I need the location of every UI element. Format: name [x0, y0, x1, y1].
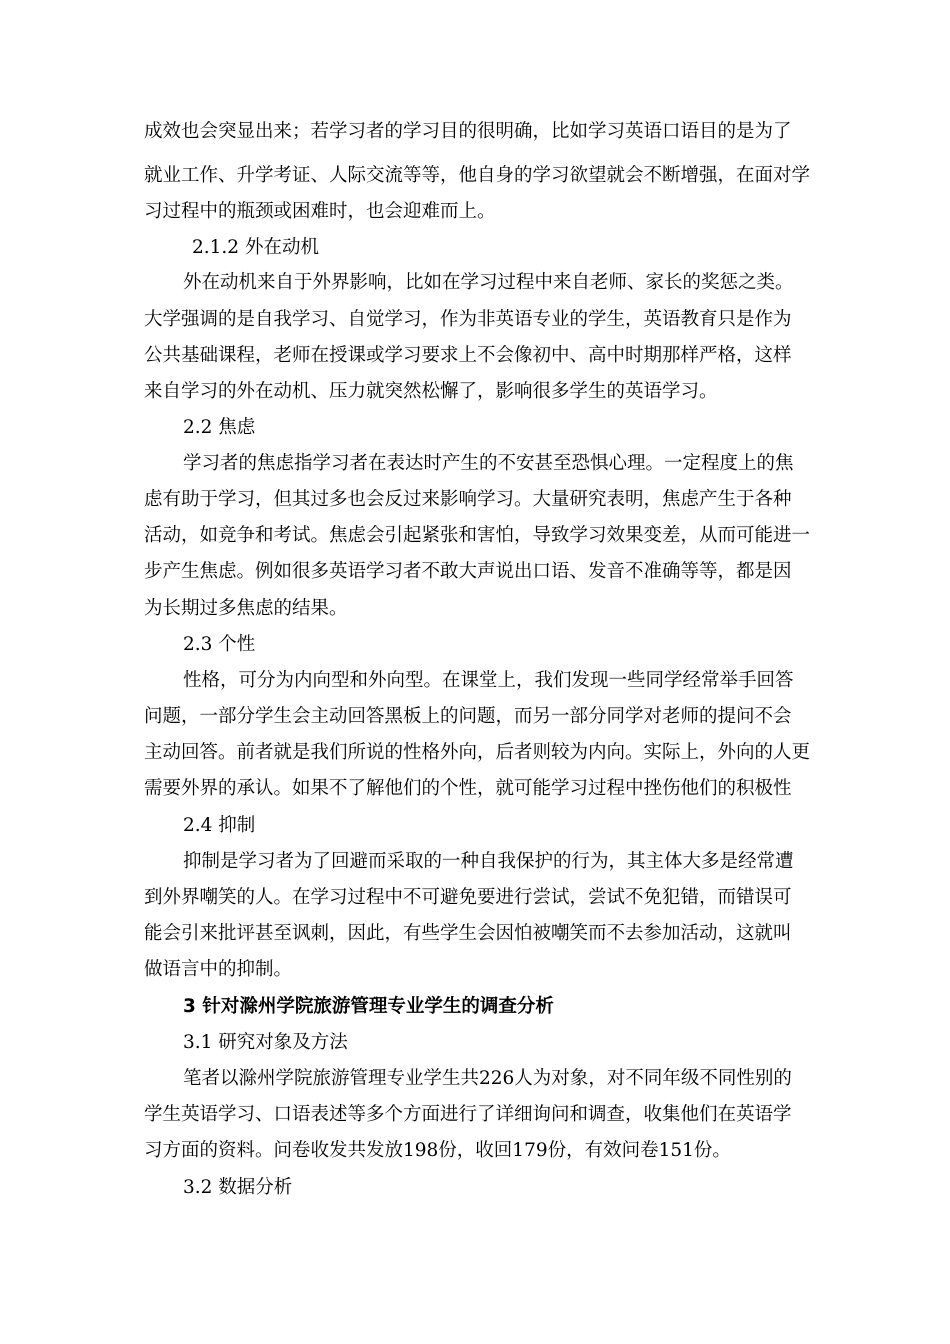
paragraph-line: 习方面的资料。问卷收发共发放198份，收回179份，有效问卷151份。: [144, 1140, 731, 1161]
section-heading-3-1: 3.1 研究对象及方法: [183, 1032, 348, 1053]
paragraph-line: 为长期过多焦虑的结果。: [144, 598, 348, 619]
paragraph-line: 步产生焦虑。例如很多英语学习者不敢大声说出口语、发音不准确等等，都是因: [144, 561, 792, 582]
paragraph-line: 虑有助于学习，但其过多也会反过来影响学习。大量研究表明，焦虑产生于各种: [144, 489, 792, 510]
paragraph-line: 学习者的焦虑指学习者在表达时产生的不安甚至恐惧心理。一定程度上的焦: [183, 453, 794, 474]
section-heading-2-4: 2.4 抑制: [183, 815, 256, 836]
paragraph-line: 来自学习的外在动机、压力就突然松懈了，影响很多学生的英语学习。: [144, 381, 718, 402]
section-heading-2-2: 2.2 焦虑: [183, 417, 256, 438]
paragraph-line: 需要外界的承认。如果不了解他们的个性，就可能学习过程中挫伤他们的积极性: [144, 778, 792, 799]
paragraph-line: 习过程中的瓶颈或困难时，也会迎难而上。: [144, 201, 496, 222]
paragraph-line: 做语言中的抑制。: [144, 959, 293, 980]
paragraph-line: 公共基础课程，老师在授课或学习要求上不会像初中、高中时期那样严格，这样: [144, 345, 792, 366]
paragraph-line: 大学强调的是自我学习、自觉学习，作为非英语专业的学生，英语教育只是作为: [144, 309, 792, 330]
section-heading-2-3: 2.3 个性: [183, 634, 256, 655]
section-heading-3-2: 3.2 数据分析: [183, 1177, 293, 1198]
section-heading-3: 3 针对滁州学院旅游管理专业学生的调查分析: [183, 996, 554, 1017]
paragraph-line: 问题，一部分学生会主动回答黑板上的问题，而另一部分同学对老师的提问不会: [144, 706, 792, 727]
paragraph-line: 抑制是学习者为了回避而采取的一种自我保护的行为，其主体大多是经常遭: [183, 851, 794, 872]
paragraph-line: 活动，如竞争和考试。焦虑会引起紧张和害怕，导致学习效果变差，从而可能进一: [144, 525, 811, 546]
paragraph-line: 到外界嘲笑的人。在学习过程中不可避免要进行尝试，尝试不免犯错，而错误可: [144, 887, 792, 908]
paragraph-line: 就业工作、升学考证、人际交流等等，他自身的学习欲望就会不断增强，在面对学: [144, 165, 811, 186]
paragraph-line: 笔者以滁州学院旅游管理专业学生共226人为对象，对不同年级不同性别的: [183, 1068, 792, 1089]
paragraph-line: 主动回答。前者就是我们所说的性格外向，后者则较为内向。实际上，外向的人更: [144, 742, 811, 763]
section-heading-2-1-2: 2.1.2 外在动机: [192, 237, 319, 258]
paragraph-line: 学生英语学习、口语表述等多个方面进行了详细询问和调查，收集他们在英语学: [144, 1104, 792, 1125]
paragraph-line: 外在动机来自于外界影响，比如在学习过程中来自老师、家长的奖惩之类。: [183, 272, 794, 293]
paragraph-line: 性格，可分为内向型和外向型。在课堂上，我们发现一些同学经常举手回答: [183, 670, 794, 691]
paragraph-line: 成效也会突显出来；若学习者的学习目的很明确，比如学习英语口语目的是为了: [144, 121, 792, 142]
paragraph-line: 能会引来批评甚至讽刺，因此，有些学生会因怕被嘲笑而不去参加活动，这就叫: [144, 923, 792, 944]
